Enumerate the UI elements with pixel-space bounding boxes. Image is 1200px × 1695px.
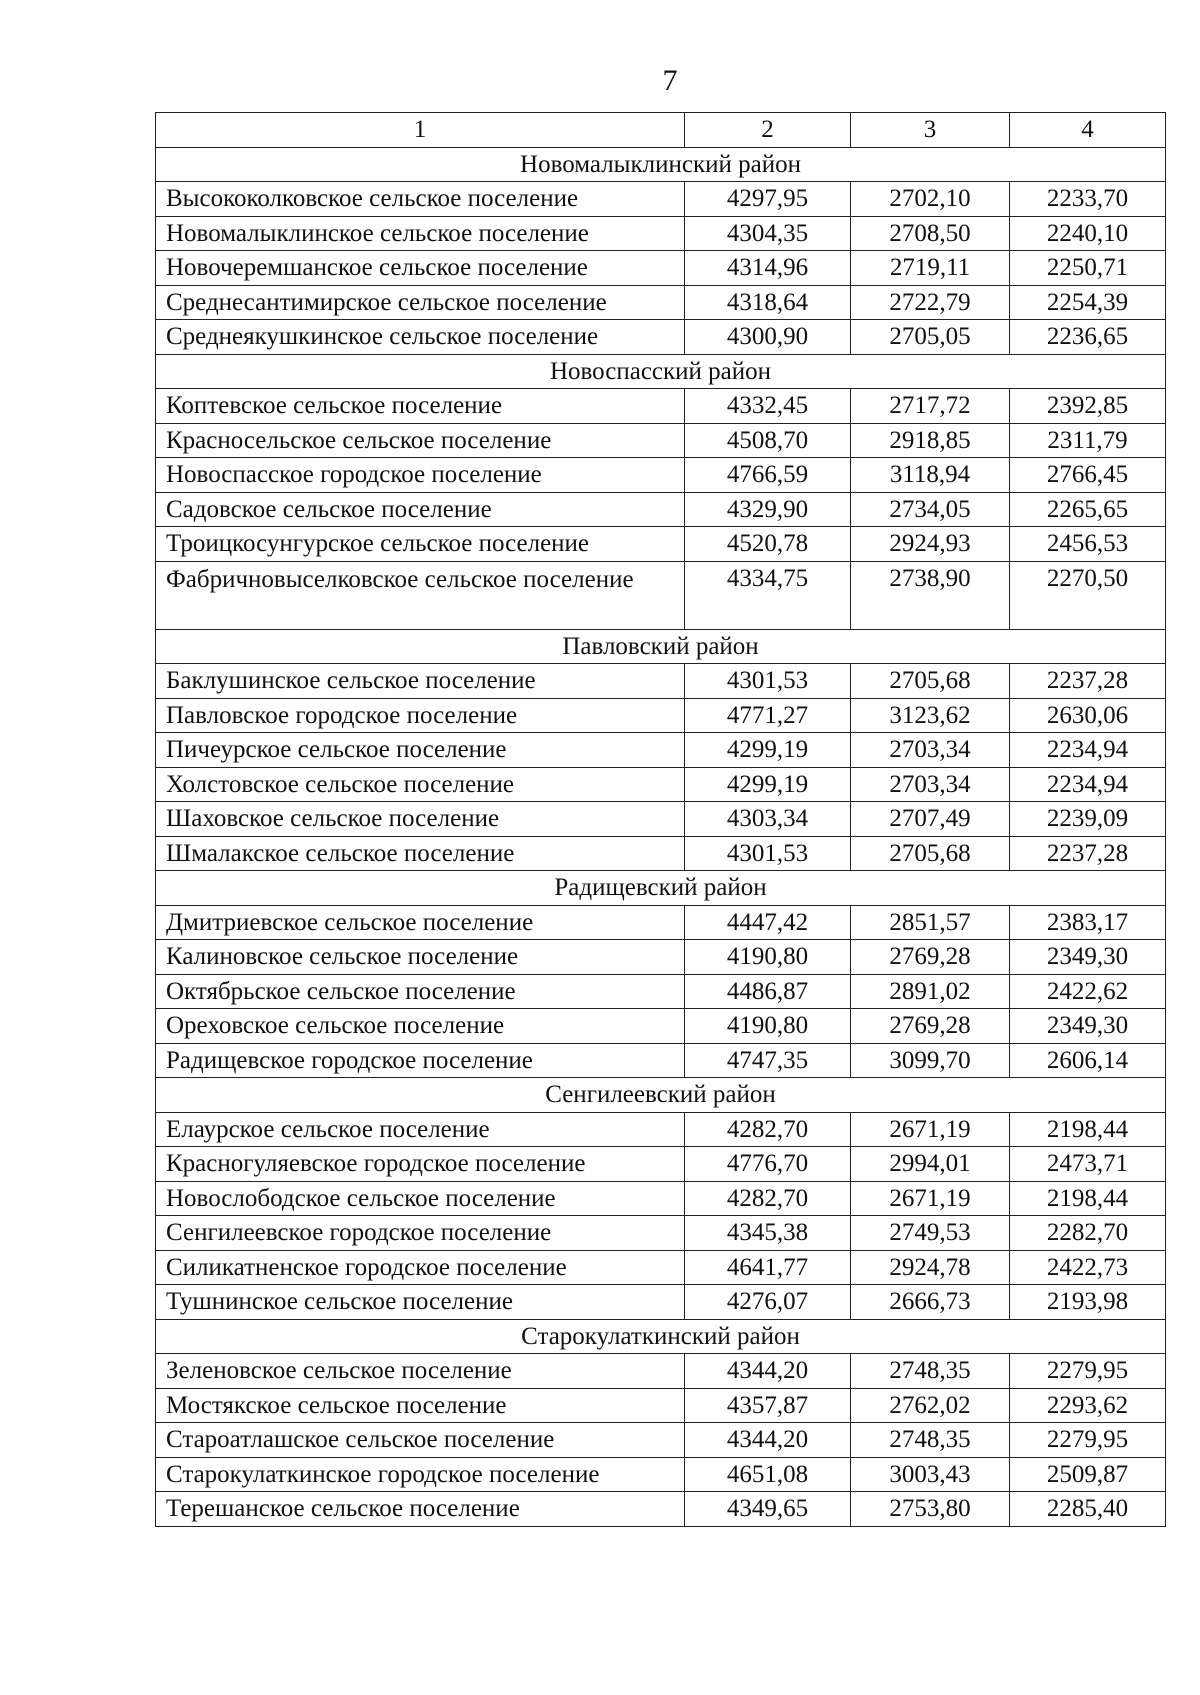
value-col-3: 2671,19: [851, 1181, 1010, 1216]
value-col-2: 4299,19: [685, 767, 851, 802]
settlement-name: Троицкосунгурское сельское поселение: [156, 527, 685, 562]
settlement-name: Зеленовское сельское поселение: [156, 1354, 685, 1389]
settlement-name: Старокулаткинское городское поселение: [156, 1457, 685, 1492]
table-row: [156, 1009, 1166, 1044]
settlement-name: Елаурское сельское поселение: [156, 1112, 685, 1147]
value-col-2: 4486,87: [685, 974, 851, 1009]
district-row: [156, 629, 1166, 664]
district-name: Старокулаткинский район: [156, 1319, 1166, 1354]
table-row: [156, 216, 1166, 251]
table-row: [156, 1285, 1166, 1320]
table-row: [156, 974, 1166, 1009]
header-col-2: 2: [685, 113, 851, 148]
value-col-4: 2198,44: [1010, 1112, 1166, 1147]
value-col-3: 2738,90: [851, 561, 1010, 629]
settlement-name: Октябрьское сельское поселение: [156, 974, 685, 1009]
value-col-4: 2237,28: [1010, 836, 1166, 871]
header-col-3: 3: [851, 113, 1010, 148]
value-col-3: 2705,68: [851, 664, 1010, 699]
value-col-4: 2234,94: [1010, 767, 1166, 802]
table-row: [156, 664, 1166, 699]
value-col-2: 4508,70: [685, 423, 851, 458]
settlement-name: Староатлашское сельское поселение: [156, 1423, 685, 1458]
settlement-name: Силикатненское городское поселение: [156, 1250, 685, 1285]
value-col-3: 3099,70: [851, 1043, 1010, 1078]
value-col-4: 2606,14: [1010, 1043, 1166, 1078]
value-col-4: 2422,73: [1010, 1250, 1166, 1285]
table-row: [156, 698, 1166, 733]
value-col-3: 2703,34: [851, 733, 1010, 768]
value-col-4: 2279,95: [1010, 1423, 1166, 1458]
value-col-4: 2349,30: [1010, 1009, 1166, 1044]
value-col-4: 2237,28: [1010, 664, 1166, 699]
value-col-2: 4332,45: [685, 389, 851, 424]
value-col-2: 4357,87: [685, 1388, 851, 1423]
header-col-4: 4: [1010, 113, 1166, 148]
table-row: [156, 1354, 1166, 1389]
table-row: [156, 320, 1166, 355]
value-col-2: 4447,42: [685, 905, 851, 940]
table-row: [156, 1216, 1166, 1251]
settlement-name: Шаховское сельское поселение: [156, 802, 685, 837]
value-col-2: 4747,35: [685, 1043, 851, 1078]
value-col-3: 2722,79: [851, 285, 1010, 320]
value-col-3: 2918,85: [851, 423, 1010, 458]
table-header-row: [156, 113, 1166, 148]
value-col-4: 2233,70: [1010, 182, 1166, 217]
district-name: Сенгилеевский район: [156, 1078, 1166, 1113]
settlement-name: Пичеурское сельское поселение: [156, 733, 685, 768]
table-row: [156, 1388, 1166, 1423]
value-col-2: 4334,75: [685, 561, 851, 629]
value-col-2: 4771,27: [685, 698, 851, 733]
district-name: Новомалыклинский район: [156, 147, 1166, 182]
value-col-4: 2383,17: [1010, 905, 1166, 940]
value-col-4: 2349,30: [1010, 940, 1166, 975]
table-row: [156, 1181, 1166, 1216]
value-col-3: 2666,73: [851, 1285, 1010, 1320]
district-row: [156, 871, 1166, 906]
settlement-name: Новочеремшанское сельское поселение: [156, 251, 685, 286]
settlement-name: Ореховское сельское поселение: [156, 1009, 685, 1044]
table-row: [156, 251, 1166, 286]
settlement-name: Калиновское сельское поселение: [156, 940, 685, 975]
district-row: [156, 354, 1166, 389]
page-number: 7: [662, 64, 678, 97]
table-row: [156, 767, 1166, 802]
settlement-name: Красногуляевское городское поселение: [156, 1147, 685, 1182]
value-col-3: 2717,72: [851, 389, 1010, 424]
value-col-4: 2239,09: [1010, 802, 1166, 837]
value-col-2: 4282,70: [685, 1112, 851, 1147]
settlement-name: Новоспасское городское поселение: [156, 458, 685, 493]
value-col-3: 2707,49: [851, 802, 1010, 837]
table-row: [156, 458, 1166, 493]
value-col-2: 4776,70: [685, 1147, 851, 1182]
value-col-4: 2198,44: [1010, 1181, 1166, 1216]
table-row: [156, 527, 1166, 562]
table-row: [156, 492, 1166, 527]
value-col-2: 4276,07: [685, 1285, 851, 1320]
district-row: [156, 147, 1166, 182]
value-col-2: 4314,96: [685, 251, 851, 286]
value-col-4: 2473,71: [1010, 1147, 1166, 1182]
value-col-2: 4304,35: [685, 216, 851, 251]
value-col-2: 4344,20: [685, 1354, 851, 1389]
value-col-2: 4301,53: [685, 836, 851, 871]
value-col-2: 4766,59: [685, 458, 851, 493]
district-row: [156, 1319, 1166, 1354]
settlement-name: Терешанское сельское поселение: [156, 1492, 685, 1527]
value-col-4: 2240,10: [1010, 216, 1166, 251]
value-col-2: 4345,38: [685, 1216, 851, 1251]
settlement-name: Баклушинское сельское поселение: [156, 664, 685, 699]
value-col-3: 2762,02: [851, 1388, 1010, 1423]
table-row: [156, 1043, 1166, 1078]
table-row: [156, 389, 1166, 424]
value-col-4: 2270,50: [1010, 561, 1166, 629]
value-col-3: 2748,35: [851, 1354, 1010, 1389]
value-col-3: 2719,11: [851, 251, 1010, 286]
settlement-name: Среднеякушкинское сельское поселение: [156, 320, 685, 355]
table-row: [156, 1250, 1166, 1285]
value-col-3: 3123,62: [851, 698, 1010, 733]
value-col-2: 4318,64: [685, 285, 851, 320]
table-row: [156, 733, 1166, 768]
value-col-4: 2630,06: [1010, 698, 1166, 733]
value-col-2: 4641,77: [685, 1250, 851, 1285]
table-row: [156, 905, 1166, 940]
value-col-2: 4303,34: [685, 802, 851, 837]
value-col-2: 4344,20: [685, 1423, 851, 1458]
value-col-2: 4349,65: [685, 1492, 851, 1527]
value-col-3: 2753,80: [851, 1492, 1010, 1527]
table-row: [156, 836, 1166, 871]
value-col-3: 2769,28: [851, 1009, 1010, 1044]
value-col-4: 2456,53: [1010, 527, 1166, 562]
value-col-3: 2705,68: [851, 836, 1010, 871]
value-col-2: 4297,95: [685, 182, 851, 217]
value-col-3: 2891,02: [851, 974, 1010, 1009]
settlement-name: Среднесантимирское сельское поселение: [156, 285, 685, 320]
district-row: [156, 1078, 1166, 1113]
value-col-2: 4520,78: [685, 527, 851, 562]
value-col-2: 4299,19: [685, 733, 851, 768]
value-col-4: 2279,95: [1010, 1354, 1166, 1389]
settlement-name: Фабричновыселковское сельское поселение: [156, 561, 685, 629]
value-col-4: 2282,70: [1010, 1216, 1166, 1251]
district-name: Радищевский район: [156, 871, 1166, 906]
value-col-2: 4190,80: [685, 1009, 851, 1044]
value-col-4: 2234,94: [1010, 733, 1166, 768]
settlement-name: Мостякское сельское поселение: [156, 1388, 685, 1423]
settlement-name: Шмалакское сельское поселение: [156, 836, 685, 871]
table-row: [156, 1423, 1166, 1458]
settlement-name: Новомалыклинское сельское поселение: [156, 216, 685, 251]
table-row: [156, 1147, 1166, 1182]
settlement-name: Радищевское городское поселение: [156, 1043, 685, 1078]
value-col-4: 2509,87: [1010, 1457, 1166, 1492]
value-col-4: 2293,62: [1010, 1388, 1166, 1423]
value-col-2: 4300,90: [685, 320, 851, 355]
value-col-3: 2703,34: [851, 767, 1010, 802]
table-row: [156, 285, 1166, 320]
value-col-3: 2708,50: [851, 216, 1010, 251]
value-col-3: 2671,19: [851, 1112, 1010, 1147]
value-col-3: 2924,93: [851, 527, 1010, 562]
value-col-3: 3118,94: [851, 458, 1010, 493]
value-col-3: 2749,53: [851, 1216, 1010, 1251]
value-col-3: 2705,05: [851, 320, 1010, 355]
table-row: [156, 1112, 1166, 1147]
value-col-2: 4282,70: [685, 1181, 851, 1216]
table-row: [156, 1492, 1166, 1527]
settlement-name: Сенгилеевское городское поселение: [156, 1216, 685, 1251]
settlement-name: Высококолковское сельское поселение: [156, 182, 685, 217]
settlement-name: Коптевское сельское поселение: [156, 389, 685, 424]
tariff-table: [155, 112, 1166, 1527]
value-col-4: 2265,65: [1010, 492, 1166, 527]
value-col-4: 2311,79: [1010, 423, 1166, 458]
value-col-3: 2769,28: [851, 940, 1010, 975]
table-row: [156, 182, 1166, 217]
settlement-name: Новослободское сельское поселение: [156, 1181, 685, 1216]
value-col-4: 2250,71: [1010, 251, 1166, 286]
settlement-name: Садовское сельское поселение: [156, 492, 685, 527]
value-col-2: 4301,53: [685, 664, 851, 699]
value-col-4: 2285,40: [1010, 1492, 1166, 1527]
settlement-name: Павловское городское поселение: [156, 698, 685, 733]
settlement-name: Красносельское сельское поселение: [156, 423, 685, 458]
header-col-1: 1: [156, 113, 685, 148]
settlement-name: Тушнинское сельское поселение: [156, 1285, 685, 1320]
settlement-name: Дмитриевское сельское поселение: [156, 905, 685, 940]
district-name: Новоспасский район: [156, 354, 1166, 389]
value-col-3: 2748,35: [851, 1423, 1010, 1458]
value-col-4: 2236,65: [1010, 320, 1166, 355]
value-col-3: 2734,05: [851, 492, 1010, 527]
value-col-4: 2392,85: [1010, 389, 1166, 424]
value-col-3: 2994,01: [851, 1147, 1010, 1182]
value-col-4: 2254,39: [1010, 285, 1166, 320]
value-col-2: 4329,90: [685, 492, 851, 527]
table-row: [156, 802, 1166, 837]
value-col-4: 2766,45: [1010, 458, 1166, 493]
table-row: [156, 561, 1166, 629]
settlement-name: Холстовское сельское поселение: [156, 767, 685, 802]
table-row: [156, 423, 1166, 458]
value-col-4: 2422,62: [1010, 974, 1166, 1009]
value-col-2: 4190,80: [685, 940, 851, 975]
value-col-3: 3003,43: [851, 1457, 1010, 1492]
table-row: [156, 940, 1166, 975]
value-col-3: 2924,78: [851, 1250, 1010, 1285]
value-col-3: 2702,10: [851, 182, 1010, 217]
value-col-4: 2193,98: [1010, 1285, 1166, 1320]
value-col-3: 2851,57: [851, 905, 1010, 940]
table-row: [156, 1457, 1166, 1492]
district-name: Павловский район: [156, 629, 1166, 664]
value-col-2: 4651,08: [685, 1457, 851, 1492]
